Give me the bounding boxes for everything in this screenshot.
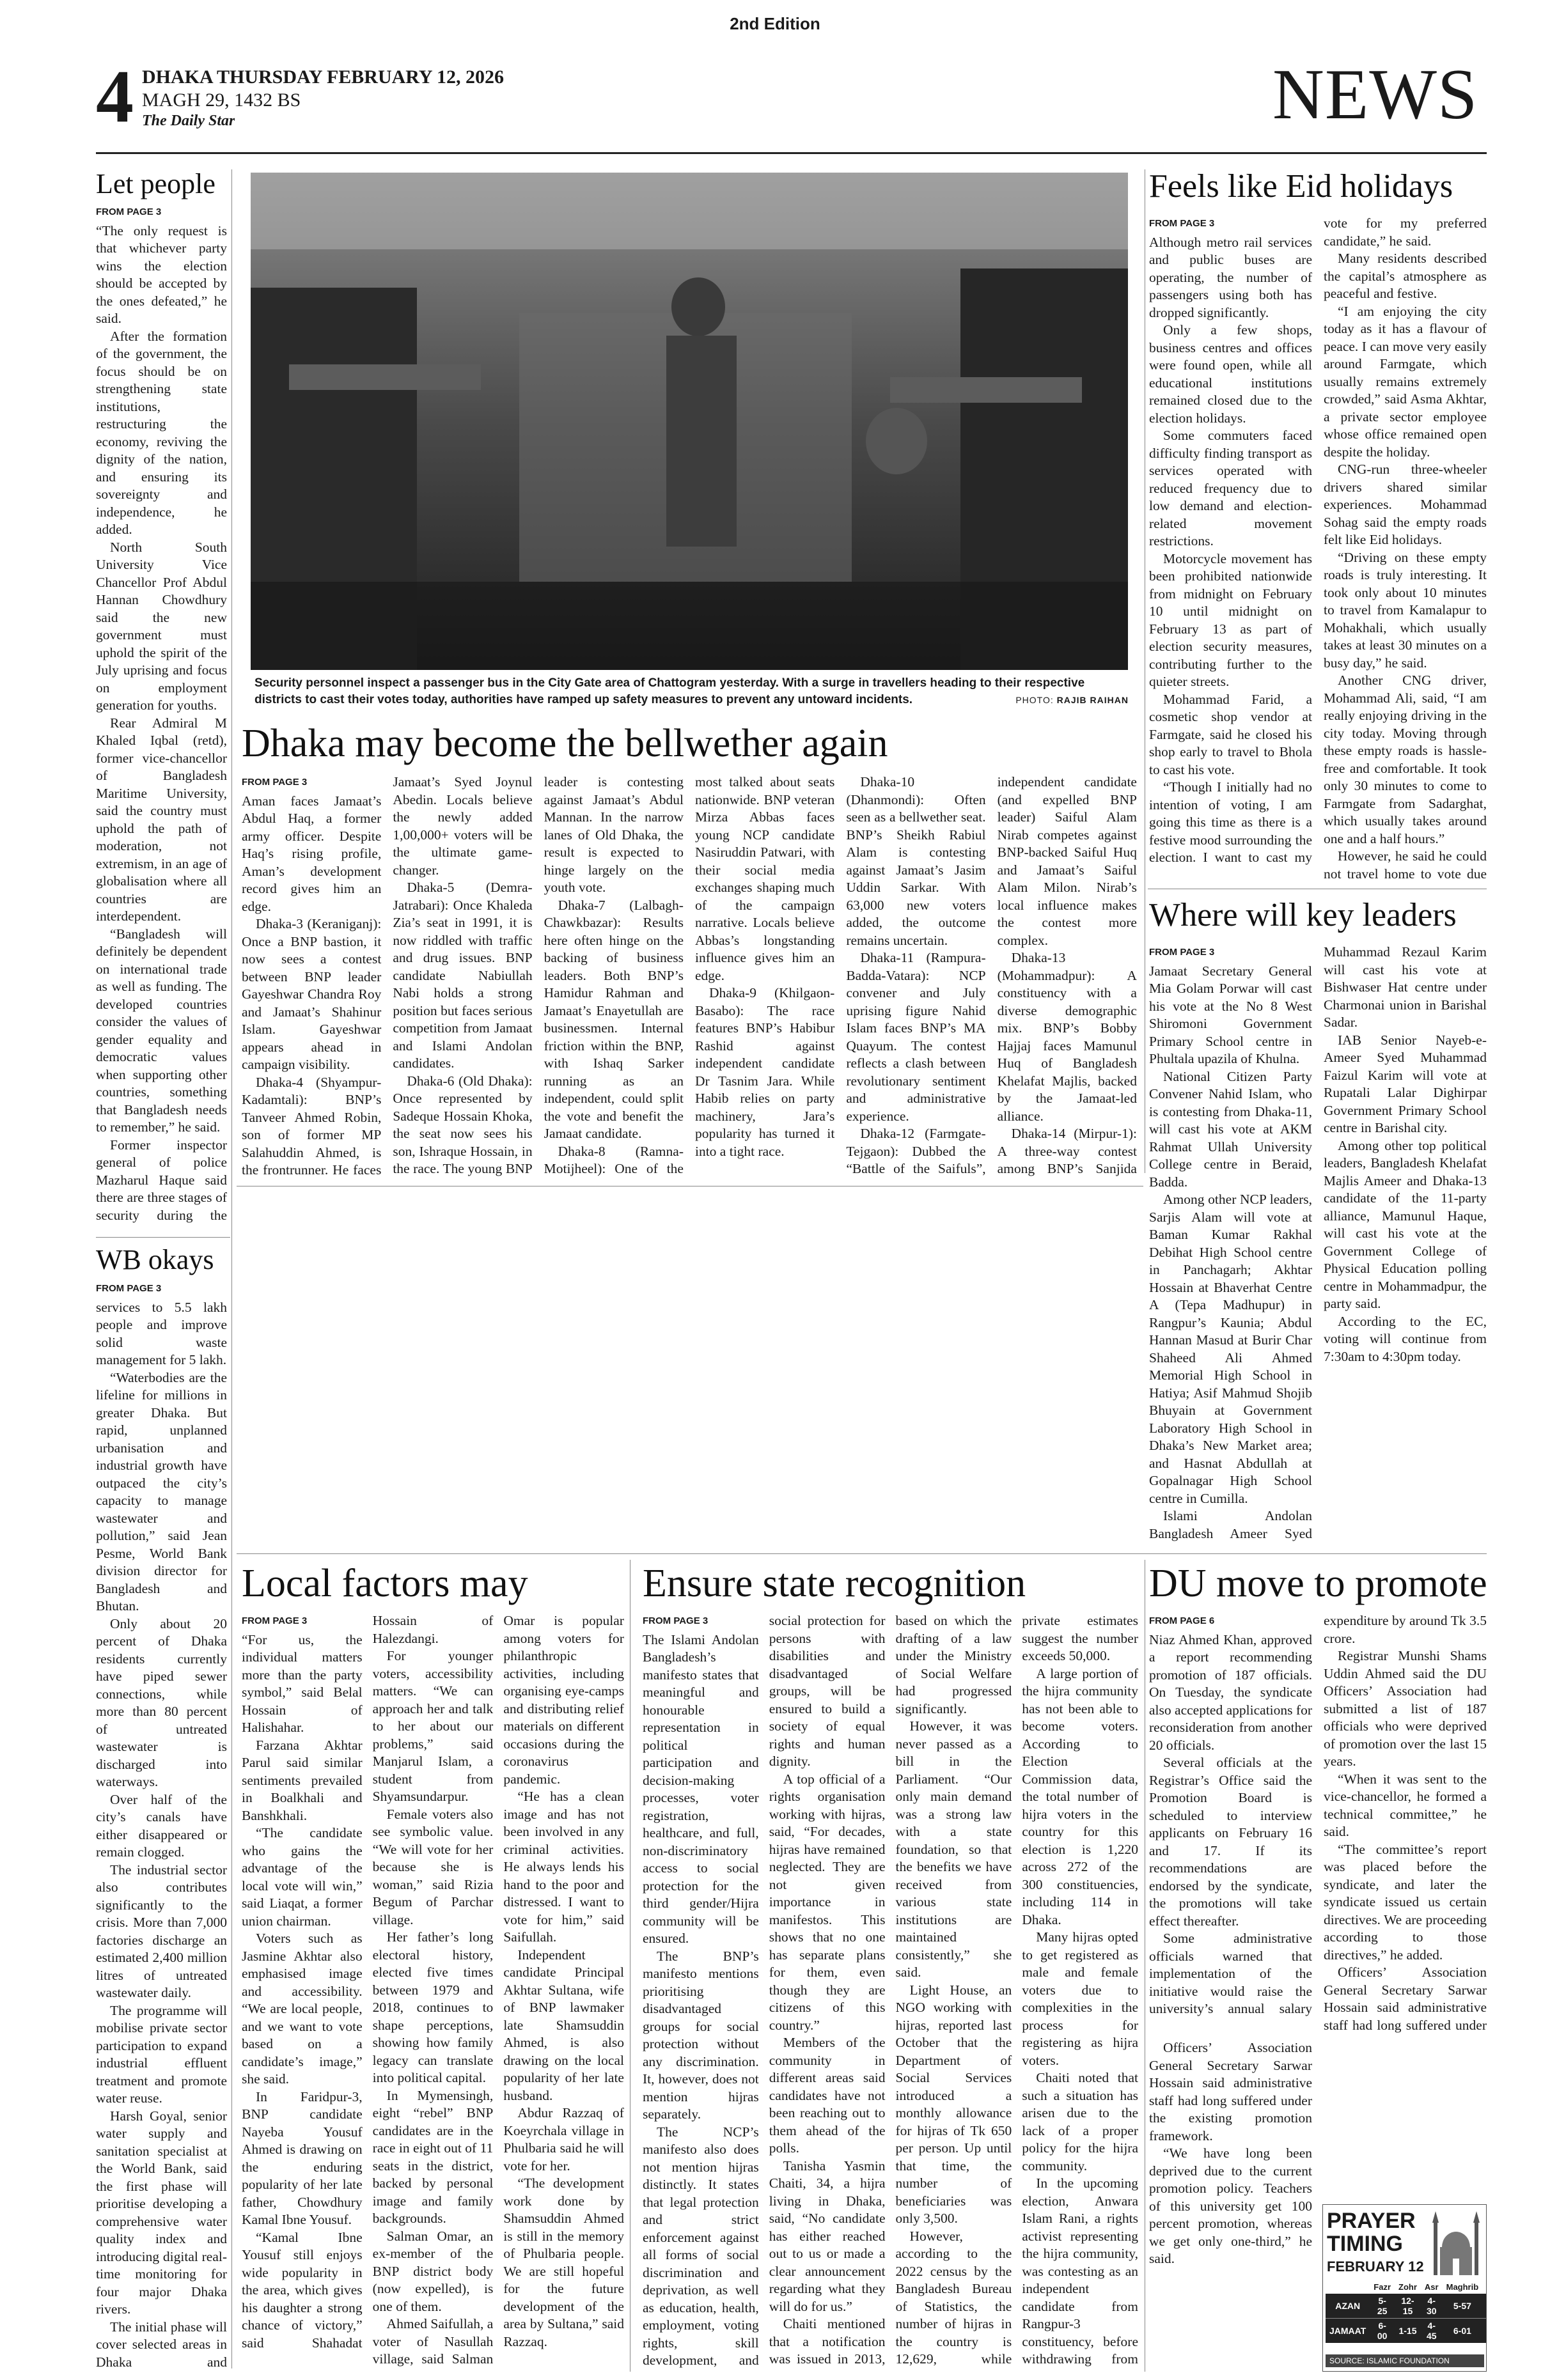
jamaat-row <box>1326 2319 1487 2344</box>
du-promote-body-top <box>1149 1612 1487 2034</box>
paragraph: A large portion of the hijra community has not been able to become voters. According to Election Commission data, the total number of hijra voters in the country for this election is 1,220 across 272 of the 300 constituencies, including 114 in Dhaka. <box>1022 1665 1138 1927</box>
paragraph: Her father’s long electoral history, elected five times between 1979 and 2018, continues to shape perceptions, showing how family legacy can translate into political capital. <box>372 1929 494 2085</box>
paragraph: Registrar Munshi Shams Uddin Ahmed said the DU Officers’ Association had submitted a list of 187 officials who were deprived of promotion over the last 15 years. <box>1324 1648 1487 1769</box>
paragraph: “Though I initially had no intention of voting, I am going this time as there is a festive mood surrounding the election. I want to cast my vote for my preferred candidate,” he said. <box>1149 215 1487 865</box>
paragraph: Among other top political leaders, Bangladesh Khelafat Majlis Ameer and Dhaka-13 candidate of the 11-party alliance, Mamunul Haque, will cast his vote at the Government College of Physical Education polling centre in Mohammadpur, the party said. <box>1324 1137 1487 1311</box>
time-cell: 4-30 <box>1421 2294 1443 2319</box>
prayer-source: SOURCE: ISLAMIC FOUNDATION <box>1326 2354 1484 2367</box>
azan-row <box>1326 2294 1487 2319</box>
paragraph: Some commuters faced difficulty finding transport as services operated with reduced frequency due to low demand and election-related movement restrictions. <box>1149 428 1312 548</box>
paragraph: Rear Admiral M Khaled Iqbal (retd), former vice-chancellor of Bangladesh Maritime University, said the country must uphold the path of moderation, not extremism, in an age of globalisation where all countries are interdependent. <box>96 715 227 924</box>
time-cell: 6-01 <box>1443 2319 1483 2344</box>
paragraph: Although metro rail services and public buses are operating, the number of passengers using both has dropped significantly. <box>1149 234 1312 320</box>
from-page: FROM PAGE 3 <box>96 206 162 217</box>
bellwether-body <box>242 774 1137 1183</box>
prayer-table <box>1326 2280 1487 2343</box>
paragraph: “We have long been deprived due to the current promotion policy. Teachers of this university get 100 percent promotion, whereas we get only one-third,” he said. <box>1149 2145 1312 2266</box>
header-cell <box>1482 2280 1487 2294</box>
paragraph: “The only request is that whichever party wins the election should be accepted by the ones defeated,” he said. <box>96 222 227 326</box>
paragraph: “Kamal Ibne Yousuf still enjoys wide popularity in the area, which gives his daughter a strong chance of victory,” said Shahadat Hossain of Halezdangi. <box>242 1613 494 2351</box>
paragraph: The Islami Andolan Bangladesh’s manifesto states that meaningful and honourable representation in political participation and decision-making processes, voter registration, healthcare, and full, non-discriminatory access to social protection for the third gender/Hijra community will be ensured. <box>643 1631 759 1946</box>
bellwether-headline: Dhaka may become the bellwether again <box>242 722 888 765</box>
paragraph: Jamaat Secretary General Mia Golam Porwar will cast his vote at the No 8 West Shiromoni Government Primary School centre in Phultala upazila of Khulna. <box>1149 963 1312 1066</box>
let-people-body <box>96 203 227 1225</box>
paragraph: Female voters also see symbolic value. “We will vote for her because she is woman,” said Rizia Begum of Parchar village. <box>372 1806 494 1927</box>
section-title: NEWS <box>1272 59 1478 130</box>
paragraph: A top official of a rights organisation working with hijras, said, “For decades, hijras have remained neglected. They are not given importance in manifestos. This shows that no one has separate plans for them, even though they are citizens of this country.” <box>769 1771 886 2033</box>
paragraph: Among other NCP leaders, Sarjis Alam will vote at Baman Kumar Rakhal Debihat High School centre in Panchagarh; Akhtar Hossain at Bhaverhat Centre A (Tepa Madhupur) in Rangpur’s Kaunia; Abdul Hannan Masud at Burir Char Shaheed Ali Ahmed Memorial High School in Hatiya; Asif Mahmud Shojib Bhuyain at Government Laboratory High School in Dhaka’s New Market area; and Hasnat Abdullah at Gopalnagar High School centre in Cumilla. <box>1149 1192 1312 1506</box>
local-factors-body <box>242 1612 624 2370</box>
header-cell: Maghrib <box>1446 2282 1479 2292</box>
time-cell: 6-00 <box>1370 2319 1395 2344</box>
page-number: 4 <box>96 59 134 134</box>
paragraph: “Waterbodies are the lifeline for millions in greater Dhaka. But rapid, unplanned urbanisation and industrial growth have outpaced the city’s capacity to manage wastewater and pollution,” said Jean Pesme, World Bank division director for Bangladesh and Bhutan. <box>96 1369 227 1614</box>
paragraph: CNG-run three-wheeler drivers shared similar experiences. Mohammad Sohag said the empty roads felt like Eid holidays. <box>1324 462 1487 547</box>
paper-logo: The Daily Star <box>142 113 235 129</box>
paragraph: Dhaka-5 (Demra-Jatrabari): Once Khaleda Zia’s seat in 1991, it is now riddled with traffic and drug issues. BNP candidate Nabiullah Nabi holds a strong position but faces serious competition from Jamaat and Islami Andolan candidates. <box>393 880 533 1071</box>
paragraph: Dhaka-11 (Rampura-Badda-Vatara): NCP convener and July uprising figure Nahid Islam faces BNP’s MA Quayum. The contest reflects a clash between revolutionary sentiment and administrative experience. <box>846 950 986 1124</box>
paragraph: However, it was never passed as a bill in the Parliament. “Our only main demand was a strong law with a state foundation, so that the benefits we have received from various state institutions are maintained consistently,” she said. <box>895 1718 1012 1980</box>
from-page: FROM PAGE 6 <box>1149 1615 1215 1626</box>
bangla-date: MAGH 29, 1432 BS <box>142 89 301 111</box>
paragraph: Salman Omar, an ex-member of the BNP district body (now expelled), is one of them. <box>372 2228 494 2314</box>
paragraph: Chaiti mentioned that a notification was issued in 2013, based on which the drafting of a law under the Ministry of Social Welfare had progressed significantly. <box>769 1613 1012 2367</box>
header-cell: Fazr <box>1374 2282 1391 2292</box>
prayer-title-1: PRAYER <box>1327 2210 1416 2232</box>
header-cell: Asr <box>1424 2282 1439 2292</box>
time-cell: 5-57 <box>1443 2294 1483 2319</box>
key-leaders-headline: Where will key leaders <box>1149 897 1457 933</box>
paragraph: “I am enjoying the city today as it has a flavour of peace. I can move very easily around Farmgate, which usually remains extremely crowded,” said Asma Akhtar, a private sector employee whose office remained open despite the holiday. <box>1324 303 1487 460</box>
wb-okays-body <box>96 1280 227 2370</box>
column-divider <box>231 169 232 2368</box>
paragraph: Ahmed Saifullah, a voter of Nasullah village, said Salman Omar is popular among voters for philanthropic activities, including organising eye-camps and distributing relief materials on different occasions during the coronavirus pandemic. <box>372 1613 624 2367</box>
paragraph: However, he said he could not travel home to vote due <box>1324 848 1487 882</box>
key-leaders-body <box>1149 944 1487 1548</box>
section-divider <box>237 1553 1487 1554</box>
paragraph: Only a few shops, business centres and offices were found open, while all educational institutions remained closed due to the election holidays. <box>1149 322 1312 426</box>
paragraph: Many residents described the capital’s atmosphere as peaceful and festive. <box>1324 251 1487 301</box>
paragraph: Several officials at the Registrar’s Office said the Promotion Board is scheduled to interview applicants on February 16 and 17. If its recommendations are endorsed by the syndicate, the promotions will take effect thereafter. <box>1149 1755 1312 1929</box>
paragraph: “Driving on these empty roads is truly interesting. It took only about 10 minutes to travel from Kamalapur to Mohakhali, which usually takes at least 30 minutes on a busy day,” he said. <box>1324 549 1487 671</box>
paragraph: Dhaka-4 (Shyampur-Kadamtali): BNP’s Tanveer Ahmed Robin, son of former MP Salahuddin Ahmed, is the frontrunner. He faces Jamaat’s Syed Joynul Abedin. Locals believe the newly added 1,00,000+ voters will be the ultimate game-changer. <box>242 774 533 1178</box>
paragraph: Dhaka-10 (Dhanmondi): Often seen as a bellwether seat. BNP’s Sheikh Rabiul Alam is contesting against Jamaat’s Jasim Uddin Sarkar. With 63,000 new voters added, the outcome remains uncertain. <box>846 774 986 948</box>
paragraph: In Faridpur-3, BNP candidate Nayeba Yousuf Ahmed is drawing on the enduring popularity of her late father, Chowdhury Kamal Ibne Yousuf. <box>242 2088 363 2227</box>
prayer-header-row <box>1326 2280 1487 2294</box>
paragraph: Dhaka-14 (Mirpur-1): A three-way contest among BNP’s Sanjida <box>997 1126 1137 1176</box>
paragraph: The BNP’s manifesto mentions prioritising disadvantaged groups for social protection without any discrimination. It, however, does not mention hijras separately. <box>643 1948 759 2122</box>
paragraph: Motorcycle movement has been prohibited nationwide from midnight on February 10 until midnight on February 13 as part of election security measures, contributing further to the quieter streets. <box>1149 550 1312 689</box>
time-cell: 4-45 <box>1421 2319 1443 2344</box>
paragraph: Harsh Goyal, senior water supply and sanitation specialist at the World Bank, said the first phase will prioritise developing a comprehensive water quality index and introducing digital real-time monitoring for four major Dhaka rivers. <box>96 2108 227 2317</box>
header-cell <box>1326 2280 1370 2294</box>
paragraph: Chaiti noted that such a situation has arisen due to the lack of a proper policy for the hijra community. <box>1022 2070 1138 2174</box>
paragraph: However, according to the 2022 census by the Bangladesh Bureau of Statistics, the number of hijras in the country is 12,629, while private estimates suggest the number exceeds 50,000. <box>895 1613 1138 2367</box>
time-cell: 5-25 <box>1370 2294 1395 2319</box>
paragraph: Officers’ Association General Secretary Sarwar Hossain said administrative staff had long suffered under the existing promotion framework. <box>1149 2040 1312 2143</box>
dateline: DHAKA THURSDAY FEBRUARY 12, 2026 <box>142 66 504 88</box>
time-cell: 1-15 <box>1395 2319 1421 2344</box>
paragraph: Over half of the city’s canals have either disappeared or remain clogged. <box>96 1791 227 1860</box>
time-cell <box>1482 2319 1487 2344</box>
paragraph: The industrial sector also contributes significantly to the crisis. More than 7,000 factories discharge an estimated 2,400 million litres of untreated wastewater daily. <box>96 1862 227 2000</box>
paragraph: Another CNG driver, Mohammad Ali, said, “I am really enjoying driving in the city today. Moving through these empty roads is hassle-free and comfortable. It took only 30 minutes to come to Farmgate from Sadarghat, which usually takes around one and a half hours.” <box>1324 673 1487 846</box>
paragraph: Abdur Razzaq of Koeyrchala village in Phulbaria said he will vote for her. <box>503 2105 624 2174</box>
credit-name: RAJIB RAIHAN <box>1056 695 1129 705</box>
prayer-title-2: TIMING <box>1327 2233 1403 2255</box>
row-label: JAMAAT <box>1326 2319 1370 2344</box>
paragraph: North South University Vice Chancellor Prof Abdul Hannan Chowdhury said the new government must uphold the spirit of the July uprising and focus on employment generation for youths. <box>96 539 227 713</box>
paragraph: In the upcoming election, Anwara Islam Rani, a rights activist representing the hijra community, was contesting as an independent candidate from Rangpur-3 constituency, before withdrawing from <box>1022 2175 1138 2367</box>
prayer-timing-box <box>1322 2204 1487 2372</box>
section-divider <box>96 1237 230 1238</box>
paragraph: Dhaka-7 (Lalbagh-Chawkbazar): Results here often hinge on the backing of business leaders. Both BNP’s Hamidur Rahman and Jamaat’s Enayetullah are businessmen. Internal friction within the BNP, with Ishaq Sarker running as an independent, could split the vote and benefit the Jamaat candidate. <box>544 897 684 1141</box>
du-promote-headline: DU move to promote <box>1149 1562 1487 1605</box>
paragraph: National Citizen Party Convener Nahid Islam, who is contesting from Dhaka-11, will cast his vote at AKM Rahmat Ullah University College centre in Beraid, Badda. <box>1149 1068 1312 1190</box>
paragraph: services to 5.5 lakh people and improve solid waste management for 5 lakh. <box>96 1299 227 1367</box>
news-photo <box>251 173 1128 670</box>
paragraph: Only about 20 percent of Dhaka residents currently have piped sewer connections, while more than 80 percent of untreated wastewater is discharged into waterways. <box>96 1615 227 1789</box>
paragraph: Aman faces Jamaat’s Abdul Haq, a former army officer. Despite Haq’s rising profile, Aman’s development record gives him an edge. <box>242 793 382 914</box>
paragraph: According to the EC, voting will continue from 7:30am to 4:30pm today. <box>1324 1313 1487 1364</box>
paragraph: Dhaka-6 (Old Dhaka): Once represented by Sadeque Hossain Khoka, the seat now sees his son, Ishraque Hossain, in the race. The young BNP leader is contesting against Jamaat’s Abdul Mannan. In the narrow lanes of Old Dhaka, the result is expected to hinge largely on the youth vote. <box>393 774 684 1176</box>
mosque-icon <box>1429 2209 1483 2275</box>
paragraph: After the formation of the government, the focus should be on strengthening state institutions, restructuring the economy, reviving the dignity of the nation, and ensuring its sovereignty and independence, he added. <box>96 328 227 537</box>
paragraph: “The development work done by Shamsuddin Ahmed is still in the memory of Phulbaria people. We are still hopeful for the future development of the area by Sultana,” said Razzaq. <box>503 2175 624 2349</box>
paragraph: Mohammad Farid, a cosmetic shop vendor at Farmgate, said he closed his shop early to travel to Bhola to cast his vote. <box>1149 691 1312 777</box>
paragraph: Dhaka-13 (Mohammadpur): A constituency with a diverse demographic mix. BNP’s Bobby Hajjaj faces Mamunul Huq of Bangladesh Khelafat Majlis, backed by the Jamaat-led alliance. <box>997 950 1137 1124</box>
paragraph: Dhaka-8 (Ramna-Motijheel): One of the most talked about seats nationwide. BNP veteran Mirza Abbas faces young NCP candidate Nasiruddin Patwari, with their social media exchanges shaping much of the campaign narrative. Locals believe Abbas’s longstanding influence gives him an edge. <box>544 774 835 1176</box>
from-page: FROM PAGE 3 <box>96 1283 162 1294</box>
paragraph: The initial phase will cover selected areas in Dhaka and <box>96 2319 227 2370</box>
eid-body <box>1149 215 1487 886</box>
paragraph: Independent candidate Principal Akhtar Sultana, wife of BNP lawmaker late Shamsuddin Ahmed, is also drawing on the local popularity of her late husband. <box>503 1947 624 2103</box>
paragraph: Former inspector general of police Mazharul Haque said there are three stages of security during the <box>96 1137 227 1223</box>
paragraph: Members of the community in different areas said candidates have not been reaching out to them ahead of the polls. <box>769 2035 886 2156</box>
from-page: FROM PAGE 3 <box>242 777 308 788</box>
paragraph: Tanisha Yasmin Chaiti, 34, a hijra living in Dhaka, said, “No candidate has either reached out to us or made a clear announcement regarding what they will do for us.” <box>769 2158 886 2314</box>
from-page: FROM PAGE 3 <box>242 1615 308 1626</box>
bus-interior-photo <box>251 173 1128 670</box>
paragraph: “The candidate who gains the advantage of the local vote will win,” said Liaqat, a former union chairman. <box>242 1825 363 1929</box>
from-page: FROM PAGE 3 <box>1149 218 1215 229</box>
paragraph: Farzana Akhtar Parul said similar sentiments prevailed in Boalkhali and Banshkhali. <box>242 1737 363 1823</box>
state-recognition-headline: Ensure state recognition <box>643 1562 1026 1605</box>
paragraph: Dhaka-9 (Khilgaon-Basabo): The race features BNP’s Habibur Rashid against independent candidate Dr Tasnim Jara. While Habib relies on party machinery, Jara’s popularity has turned it into a tight race. <box>694 985 835 1159</box>
from-page: FROM PAGE 3 <box>643 1615 708 1626</box>
paragraph: “Bangladesh will definitely be dependent on international trade as well as funding. The developed countries consider the values of gender equality and democratic values when supporting other countries, something that Bangladesh needs to remember,” he said. <box>96 926 227 1135</box>
row-label: AZAN <box>1326 2294 1370 2319</box>
prayer-date: FEBRUARY 12 <box>1327 2259 1424 2275</box>
time-cell <box>1482 2294 1487 2319</box>
du-promote-body-bottom <box>1149 2039 1312 2370</box>
paragraph: Light House, an NGO working with hijras, reported last October that the Department of Social Services introduced a monthly allowance for hijras of Tk 650 per person. Up until that time, the number of beneficiaries was only 3,500. <box>895 1982 1012 2226</box>
paragraph: Officers’ Association General Secretary Sarwar Hossain said administrative staff had long suffered under <box>1324 1964 1487 2033</box>
edition-label: 2nd Edition <box>730 14 820 33</box>
paragraph: “He has a clean image and has not been involved in any criminal activities. He always lends his hand to the poor and distressed. I want to vote for him,” said Saifullah. <box>503 1789 624 1945</box>
paragraph: Many hijras opted to get registered as male and female voters due to complexities in the process for registering as hijra voters. <box>1022 1929 1138 2068</box>
paragraph: Dhaka-3 (Keraniganj): Once a BNP bastion, it now sees a contest between BNP leader Gayeshwar Chandra Roy and Jamaat’s Shahinur Islam. Gayeshwar appears ahead in campaign visibility. <box>242 916 382 1072</box>
paragraph: Some administrative officials warned that implementation of the initiative would raise the university’s annual salary expenditure by around Tk 3.5 crore. <box>1149 1613 1487 2016</box>
paragraph: “When it was sent to the vice-chancellor, he formed a technical committee,” he said. <box>1324 1771 1487 1839</box>
paragraph: “For us, the individual matters more than the party symbol,” said Belal Hossain of Halishahar. <box>242 1631 363 1735</box>
from-page: FROM PAGE 3 <box>1149 947 1215 958</box>
credit-label: PHOTO: <box>1015 695 1054 705</box>
masthead-rule <box>96 152 1487 154</box>
paragraph: In Mymensingh, eight “rebel” BNP candidates are in the race in eight out of 11 seats in the district, backed by personal image and family backgrounds. <box>372 2087 494 2226</box>
state-recognition-body <box>643 1612 1138 2370</box>
header-cell: Zohr <box>1398 2282 1417 2292</box>
paragraph: “The committee’s report was placed before the syndicate, and later the syndicate issued us certain directives. We are proceeding according to those directives,” he added. <box>1324 1841 1487 1963</box>
photo-caption: Security personnel inspect a passenger bus in the City Gate area of Chattogram yesterday. With a surge in travellers heading to their respective districts to cast their votes today, authorities have ramped up safety measures to prevent any untoward incidents. <box>254 676 1085 706</box>
paragraph: Niaz Ahmed Khan, approved a report recommending promotion of 187 officials. On Tuesday, the syndicate also accepted applications for reconsideration from another 20 officials. <box>1149 1631 1312 1753</box>
paragraph: Voters such as Jasmine Akhtar also emphasised image and accessibility. “We are local people, and we want to vote based on a candidate’s image,” she said. <box>242 1931 363 2087</box>
eid-headline: Feels like Eid holidays <box>1149 168 1453 205</box>
paragraph: For younger voters, accessibility matters. “We can approach her and talk to her about our problems,” said Manjarul Islam, a student from Shyamsundarpur. <box>372 1648 494 1804</box>
wb-okays-headline: WB okays <box>96 1244 214 1275</box>
time-cell: 12-15 <box>1395 2294 1421 2319</box>
photo-credit <box>994 695 1129 705</box>
let-people-headline: Let people <box>96 168 215 199</box>
paragraph: Islami Andolan Bangladesh Ameer Syed Muhammad Rezaul Karim will cast his vote at Bishwaser Hat centre under Charmonai union in Barishal Sadar. <box>1149 944 1487 1541</box>
paragraph: IAB Senior Nayeb-e-Ameer Syed Muhammad Faizul Karim will vote at Rupatali Lalar Dighirpar Government Primary School centre in Barishal city. <box>1324 1032 1487 1135</box>
paragraph: The programme will mobilise private sector participation to expand industrial effluent treatment and promote water reuse. <box>96 2002 227 2106</box>
paragraph: Dhaka-12 (Farmgate-Tejgaon): Dubbed the “Battle of the Saifuls”, independent candidate (and expelled BNP leader) Saiful Alam Nirab competes against BNP-backed Saiful Huq and Jamaat’s Saiful Alam Milon. Nirab’s local influence makes the contest more complex. <box>846 774 1137 1176</box>
paragraph: The NCP’s manifesto also does not mention hijras distinctly. It states that legal protection and strict enforcement against all forms of social discrimination and deprivation, as well as education, health, employment, voting rights, skill development, and social protection for persons with disabilities and disadvantaged groups, will be ensured to build a society of equal rights and human dignity. <box>643 1613 886 2368</box>
local-factors-headline: Local factors may <box>242 1562 528 1605</box>
